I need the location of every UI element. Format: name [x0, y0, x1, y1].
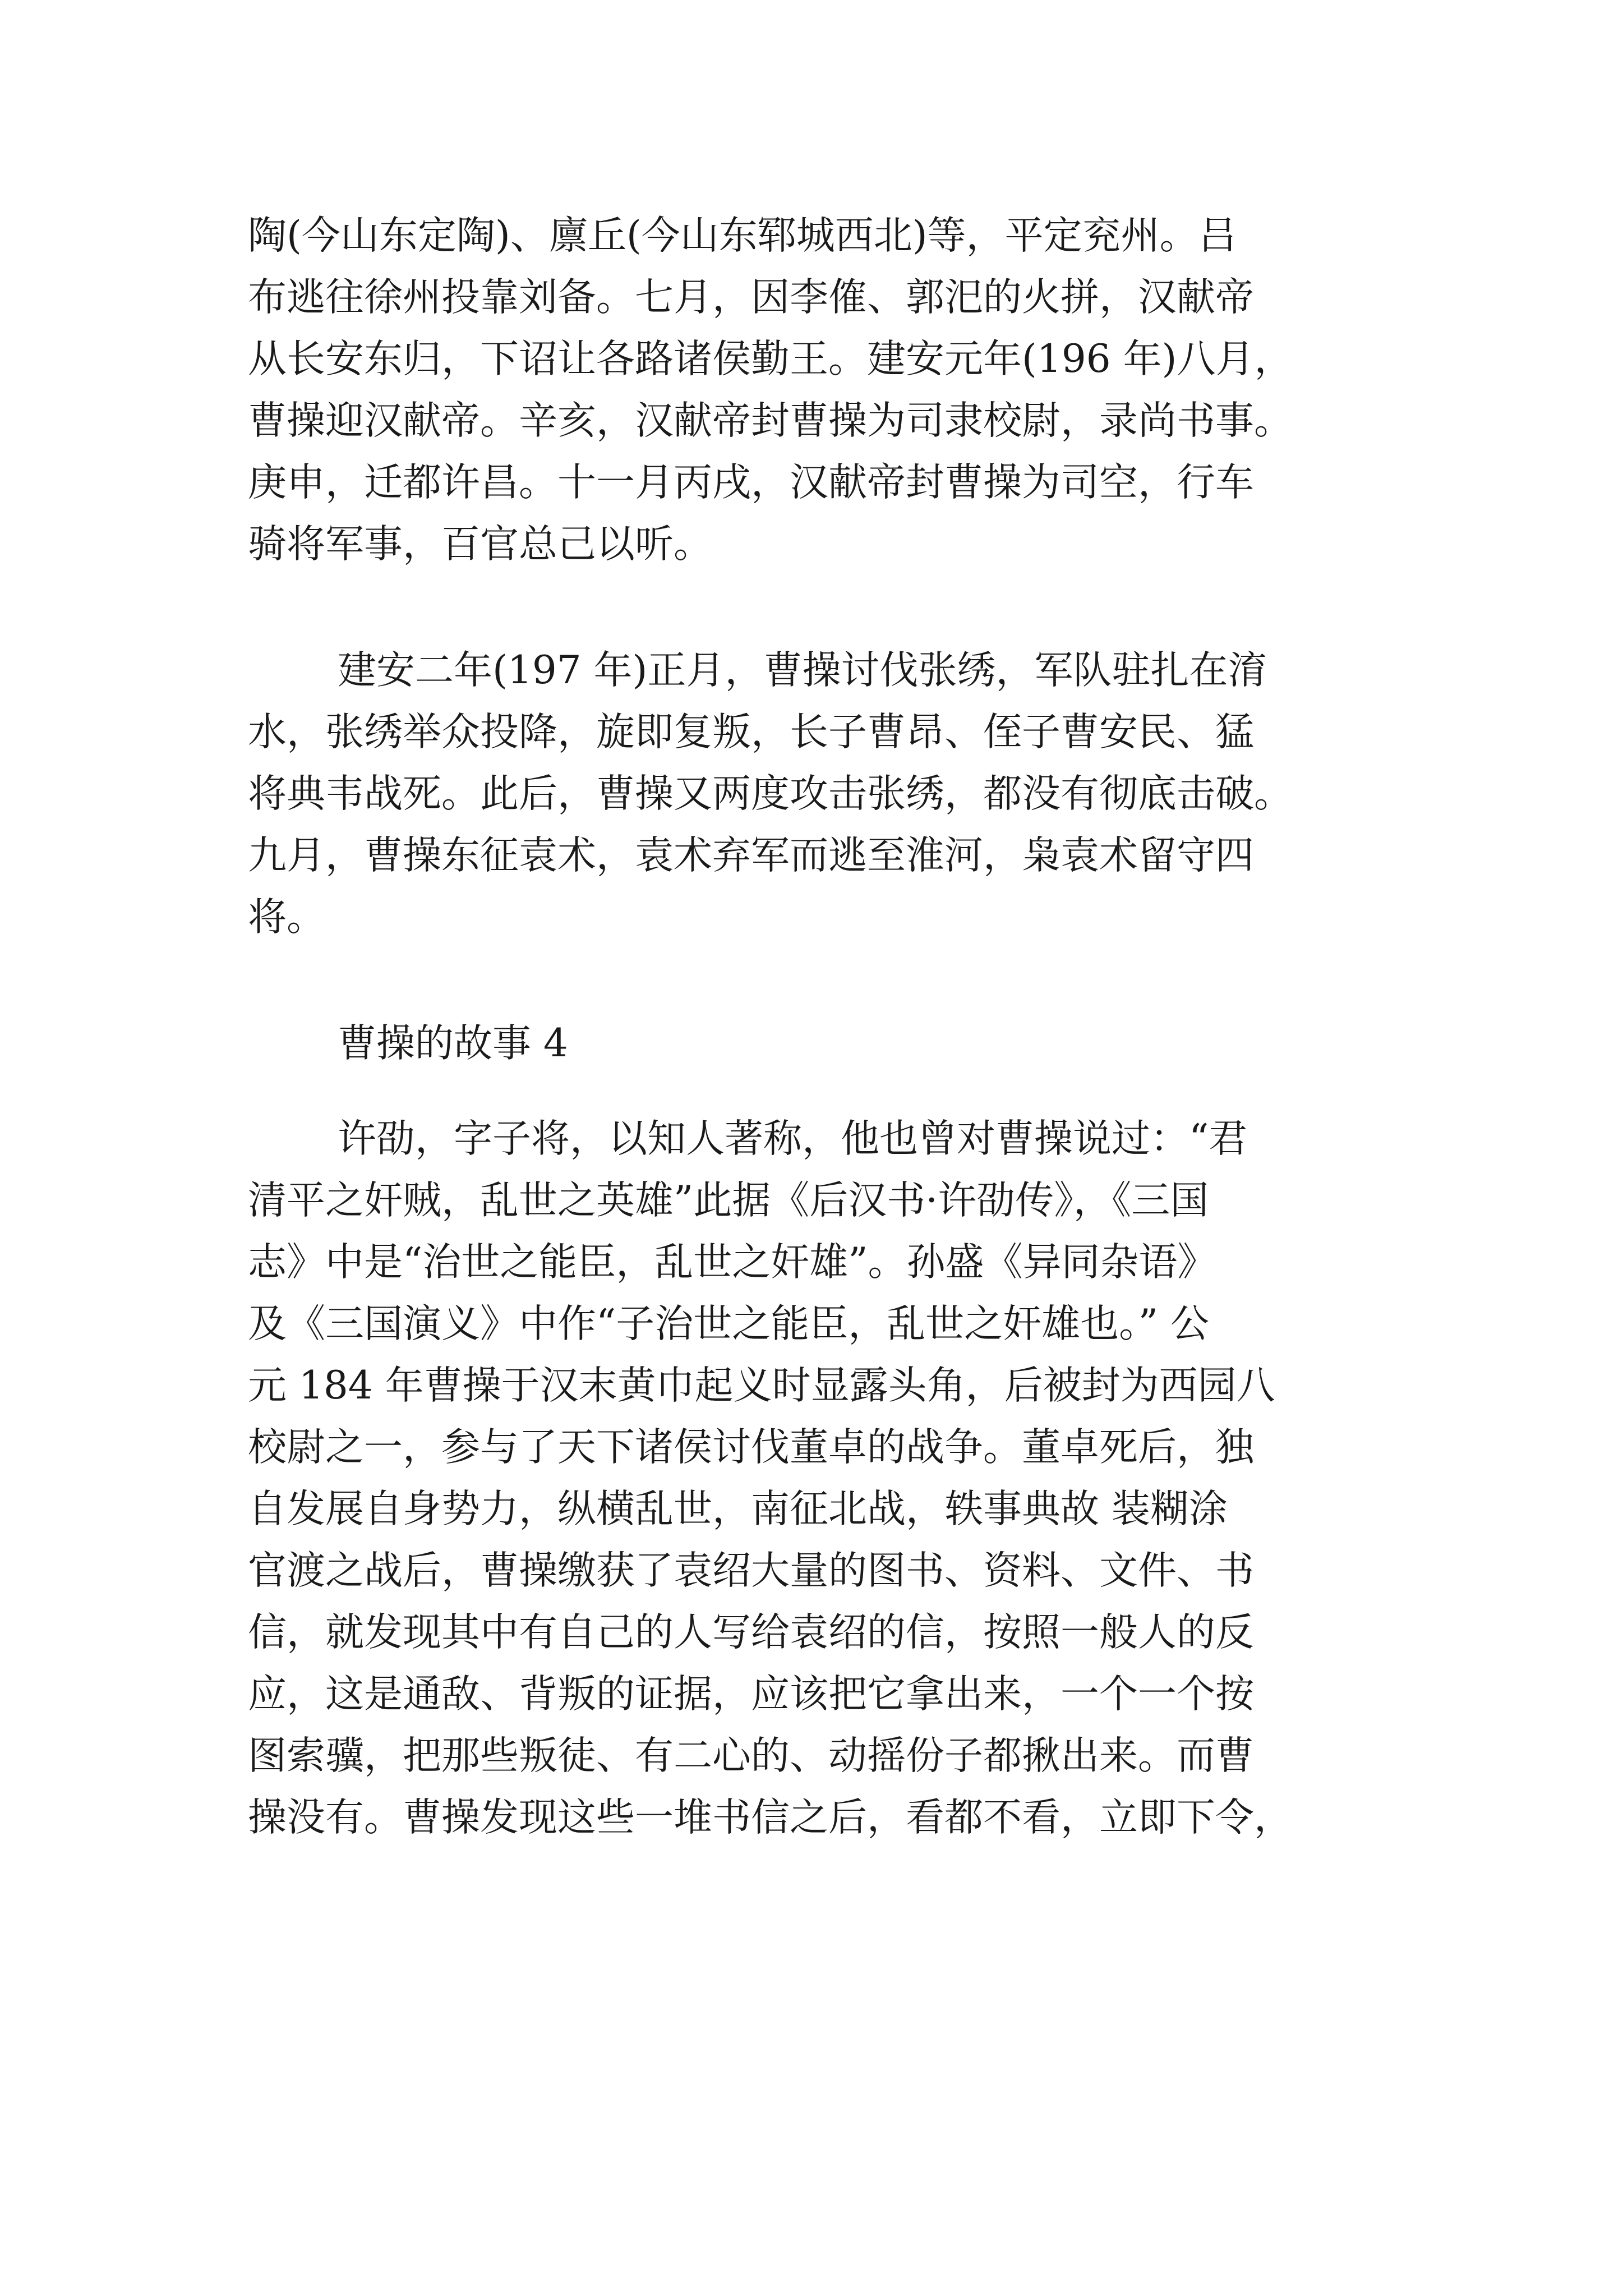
text-line: 陶(今山东定陶)、廪丘(今山东郓城西北)等，平定兖州。吕	[248, 213, 1237, 258]
text-line: 将。	[248, 895, 325, 940]
text-line: 清平之奸贼，乱世之英雄”此据《后汉书·许劭传》，《三国	[248, 1178, 1209, 1223]
text-line: 操没有。曹操发现这些一堆书信之后，看都不看，立即下令，	[248, 1795, 1293, 1840]
text-line: 元 184 年曹操于汉末黄巾起义时显露头角，后被封为西园八	[248, 1363, 1275, 1408]
text-line: 许劭，字子将，以知人著称，他也曾对曹操说过：“君	[338, 1116, 1248, 1161]
text-line: 校尉之一，参与了天下诸侯讨伐董卓的战争。董卓死后，独	[248, 1425, 1254, 1470]
text-line: 应，这是通敌、背叛的证据，应该把它拿出来，一个一个按	[248, 1672, 1254, 1717]
text-line: 庚申，迁都许昌。十一月丙戌，汉献帝封曹操为司空，行车	[248, 460, 1254, 505]
text-line: 信，就发现其中有自己的人写给袁绍的信，按照一般人的反	[248, 1610, 1254, 1655]
text-line: 骑将军事，百官总己以听。	[248, 522, 712, 567]
text-line: 官渡之战后，曹操缴获了袁绍大量的图书、资料、文件、书	[248, 1548, 1254, 1593]
text-line: 从长安东归，下诏让各路诸侯勤王。建安元年(196 年)八月，	[248, 337, 1293, 381]
text-line: 水，张绣举众投降，旋即复叛，长子曹昂、侄子曹安民、猛	[248, 710, 1254, 754]
text-line: 将典韦战死。此后，曹操又两度攻击张绣，都没有彻底击破。	[248, 771, 1293, 816]
text-line: 曹操迎汉献帝。辛亥，汉献帝封曹操为司隶校尉，录尚书事。	[248, 398, 1293, 443]
section-heading: 曹操的故事 4	[338, 1021, 568, 1066]
text-line: 建安二年(197 年)正月，曹操讨伐张绣，军队驻扎在淯	[338, 648, 1267, 693]
text-line: 布逃往徐州投靠刘备。七月，因李傕、郭汜的火拼，汉献帝	[248, 275, 1254, 320]
text-line: 九月，曹操东征袁术，袁术弃军而逃至淮河，枭袁术留守四	[248, 833, 1254, 878]
text-line: 及《三国演义》中作“子治世之能臣，乱世之奸雄也。” 公	[248, 1301, 1209, 1346]
text-line: 图索骥，把那些叛徒、有二心的、动摇份子都揪出来。而曹	[248, 1733, 1254, 1778]
text-line: 志》中是“治世之能臣，乱世之奸雄”。孙盛《异同杂语》	[248, 1240, 1216, 1285]
text-line: 自发展自身势力，纵横乱世，南征北战，轶事典故 装糊涂	[248, 1487, 1228, 1531]
